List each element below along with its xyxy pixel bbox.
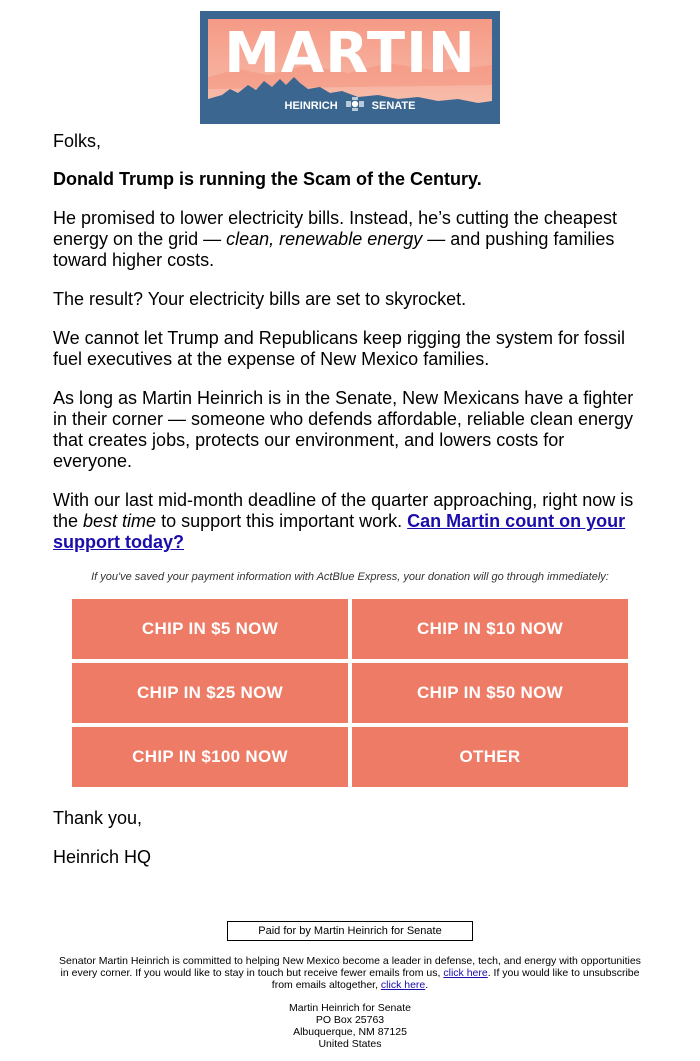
paid-for-box: Paid for by Martin Heinrich for Senate xyxy=(227,921,473,941)
paragraph-1 xyxy=(53,208,643,271)
logo-name: MARTIN xyxy=(224,21,476,86)
headline: Donald Trump is running the Scam of the Century. xyxy=(53,169,482,189)
donate-50-button[interactable]: CHIP IN $50 NOW xyxy=(352,663,628,723)
footer-text-2: . If you would like to unsubscribe from emails altogether, xyxy=(271,967,640,991)
mailing-address xyxy=(200,1002,500,1050)
logo-banner xyxy=(208,19,492,116)
donate-25-button[interactable]: CHIP IN $25 NOW xyxy=(72,663,348,723)
zia-sun-icon xyxy=(344,97,366,114)
footer-disclaimer xyxy=(58,955,642,991)
paragraph-2: The result? Your electricity bills are set to skyrocket. xyxy=(53,289,467,309)
support-link[interactable]: Can Martin count on your support today? xyxy=(53,511,626,552)
fewer-emails-link[interactable]: click here xyxy=(443,967,488,979)
unsubscribe-link[interactable]: click here xyxy=(380,979,426,991)
logo-sub-right: SENATE xyxy=(371,99,416,112)
p5-text-a: With our last mid-month deadline of the quarter approaching, right now is the xyxy=(53,490,634,531)
donate-5-button[interactable]: CHIP IN $5 NOW xyxy=(72,599,348,659)
donate-10-button[interactable]: CHIP IN $10 NOW xyxy=(352,599,628,659)
p1-text-a: He promised to lower electricity bills. Instead, he’s cutting the cheapest energy on the grid — xyxy=(53,208,617,249)
paragraph-4: As long as Martin Heinrich is in the Senate, New Mexicans have a fighter in their corner — someone who defends affordable, reliable clean energy that creates jobs, protects our environment, and lowers costs for everyone. xyxy=(53,388,634,471)
p1-emphasis: clean, renewable energy xyxy=(226,229,423,249)
p5-text-b: to support this important work. xyxy=(156,511,408,531)
donate-other-button[interactable]: OTHER xyxy=(352,727,628,787)
logo-sub-left: HEINRICH xyxy=(284,99,338,112)
greeting: Folks, xyxy=(53,131,102,151)
signature: Heinrich HQ xyxy=(53,847,152,867)
paragraph-3: We cannot let Trump and Republicans keep rigging the system for fossil fuel executives at the expense of New Mexico families. xyxy=(53,328,625,369)
address-line: Martin Heinrich for Senate xyxy=(289,1002,411,1014)
campaign-logo xyxy=(200,11,500,124)
address-line: United States xyxy=(318,1038,382,1050)
donate-100-button[interactable]: CHIP IN $100 NOW xyxy=(72,727,348,787)
footer-text-3: . xyxy=(425,979,429,991)
footer-text-1: Senator Martin Heinrich is committed to helping New Mexico become a leader in defense, tech, and energy with opportunities in every corner. If you would like to stay in touch but receive fewer emails from us, xyxy=(59,955,641,979)
p1-text-b: — and pushing families toward higher costs. xyxy=(53,229,615,270)
address-line: PO Box 25763 xyxy=(315,1014,385,1026)
p5-emphasis: best time xyxy=(83,511,157,531)
logo-subtitle xyxy=(208,97,492,114)
paragraph-5 xyxy=(53,490,643,553)
address-line: Albuquerque, NM 87125 xyxy=(293,1026,407,1038)
thank-you: Thank you, xyxy=(53,808,143,828)
actblue-note: If you've saved your payment information with ActBlue Express, your donation will go through immediately: xyxy=(91,571,609,583)
